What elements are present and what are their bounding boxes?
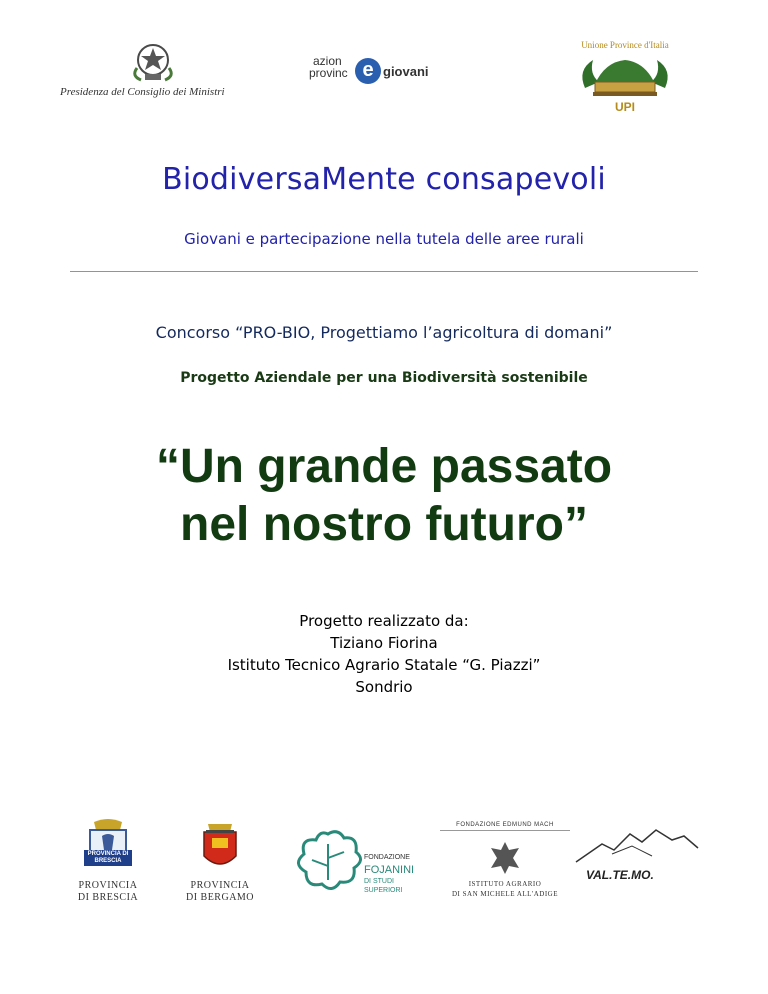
mach-label-2: DI SAN MICHELE ALL'ADIGE (451, 890, 558, 898)
vine-leaf-icon (288, 824, 368, 904)
fojanini-label-4: SUPERIORI (364, 887, 403, 894)
azione-line1: azion (313, 54, 342, 68)
project-type: Progetto Aziendale per una Biodiversità sostenibile (180, 370, 588, 386)
provincia-brescia-logo (72, 816, 144, 906)
brescia-label-1: PROVINCIA (78, 880, 138, 891)
credits-city: Sondrio (355, 678, 413, 696)
mountain-outline-icon (572, 826, 702, 866)
upi-logo (565, 40, 685, 120)
valtemo-label: VAL.TE.MO. (586, 868, 654, 882)
presidenza-label: Presidenza del Consiglio dei Ministri (60, 86, 225, 98)
provincia-bergamo-logo (180, 818, 260, 908)
fojanini-label-2: FOJANINI (364, 864, 415, 876)
fojanini-label-3: DI STUDI (364, 878, 394, 885)
presidenza-logo (60, 36, 260, 104)
azione-e-badge: e (355, 58, 381, 84)
upi-label: UPI (614, 100, 635, 114)
credits-intro: Progetto realizzato da: (299, 612, 469, 630)
credits-school: Istituto Tecnico Agrario Statale “G. Piazzi” (227, 656, 541, 674)
valtemo-logo (572, 826, 702, 890)
brescia-label-2: DI BRESCIA (77, 892, 139, 903)
page-subtitle: Giovani e partecipazione nella tutela delle aree rurali (184, 230, 584, 248)
brescia-badge: PROVINCIA DI BRESCIA (84, 850, 132, 866)
azione-line2: provinc (309, 66, 348, 80)
contest-name: Concorso “PRO-BIO, Progettiamo l’agricoltura di domani” (155, 323, 613, 342)
page-title: BiodiversaMente consapevoli (162, 162, 606, 197)
mach-top-label: FONDAZIONE EDMUND MACH (440, 822, 570, 831)
mach-eagle-icon (485, 838, 525, 878)
mach-label-1: ISTITUTO AGRARIO (468, 880, 542, 888)
bergamo-label-2: DI BERGAMO (185, 892, 255, 903)
azione-giovani: giovani (383, 64, 429, 79)
bergamo-crest-icon (180, 818, 260, 874)
credits (0, 610, 768, 698)
fondazione-mach-logo (440, 822, 570, 902)
headline-line2: nel nostro futuro” (180, 498, 588, 551)
project-headline (0, 438, 768, 554)
fondazione-fojanini-logo (288, 824, 428, 904)
fojanini-label-1: FONDAZIONE (364, 854, 410, 861)
headline-line1: “Un grande passato (155, 440, 613, 493)
divider (70, 271, 698, 272)
azione-province-giovani-logo (305, 52, 450, 92)
bergamo-label-1: PROVINCIA (190, 880, 250, 891)
credits-author: Tiziano Fiorina (330, 634, 438, 652)
upi-arc-text: Unione Province d'Italia (581, 40, 669, 50)
